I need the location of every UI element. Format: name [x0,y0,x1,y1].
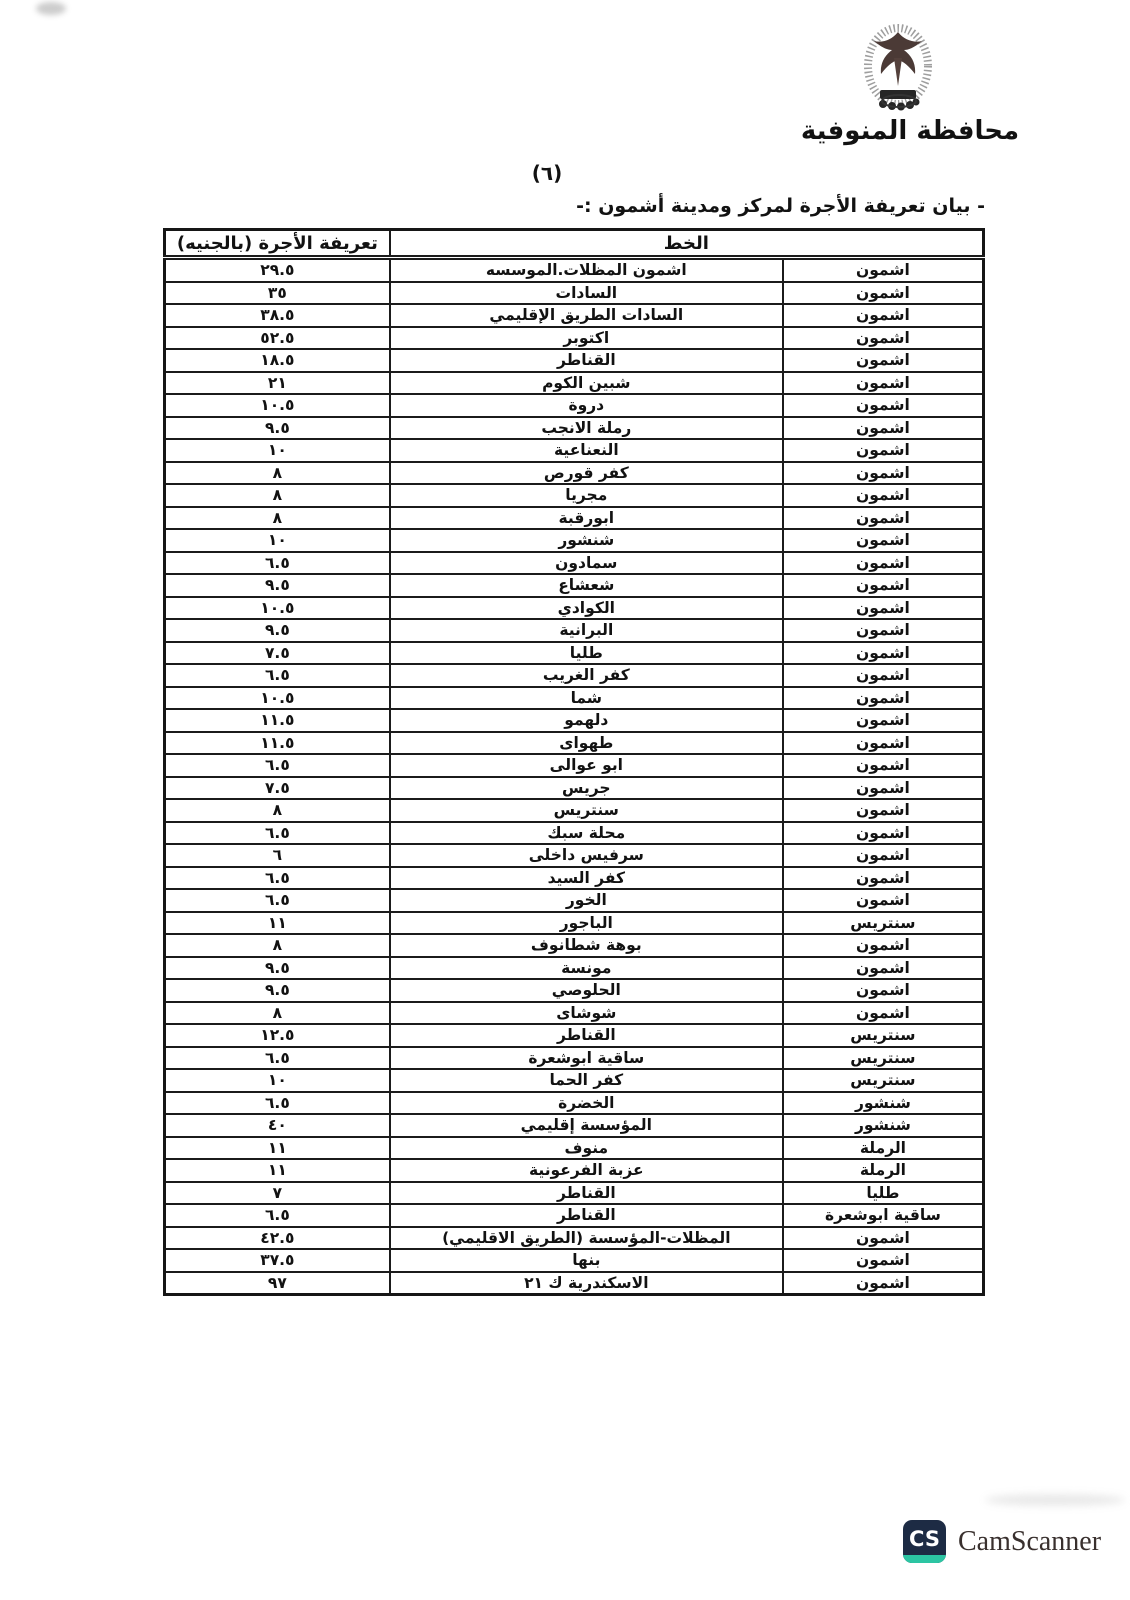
origin-cell: اشمون [783,822,984,845]
route-cell: بوهة شطانوف [390,934,783,957]
table-row [165,394,984,417]
origin-cell: اشمون [783,258,984,282]
table-row [165,1182,984,1205]
table-row [165,1249,984,1272]
table-row [165,462,984,485]
table-row [165,1047,984,1070]
origin-cell: سنتريس [783,1024,984,1047]
fare-cell: ٦.٥ [165,1092,390,1115]
origin-cell: اشمون [783,777,984,800]
route-cell: النعناعية [390,439,783,462]
column-header-fare: تعريفة الأجرة (بالجنيه) [165,230,390,258]
fare-cell: ١٢.٥ [165,1024,390,1047]
route-cell: ساقية ابوشعرة [390,1047,783,1070]
fare-cell: ٦.٥ [165,1204,390,1227]
camscanner-watermark [903,1520,1101,1563]
origin-cell: سنتريس [783,1069,984,1092]
origin-cell: اشمون [783,664,984,687]
table-row [165,1114,984,1137]
origin-cell: اشمون [783,462,984,485]
origin-cell: اشمون [783,732,984,755]
table-row [165,597,984,620]
origin-cell: ساقية ابوشعرة [783,1204,984,1227]
route-cell: المؤسسة إقليمي [390,1114,783,1137]
fare-cell: ١٠ [165,529,390,552]
fare-cell: ٨ [165,484,390,507]
origin-cell: اشمون [783,979,984,1002]
table-row [165,552,984,575]
fare-cell: ١١.٥ [165,732,390,755]
route-cell: القناطر [390,1204,783,1227]
origin-cell: اشمون [783,687,984,710]
fare-cell: ٦.٥ [165,754,390,777]
fare-table-body [165,258,984,1295]
eagle-icon [856,20,940,120]
fare-cell: ٦.٥ [165,664,390,687]
route-cell: الباجور [390,912,783,935]
route-cell: مجريا [390,484,783,507]
fare-cell: ٣٧.٥ [165,1249,390,1272]
origin-cell: سنتريس [783,1047,984,1070]
table-row [165,844,984,867]
table-row [165,372,984,395]
route-cell: ابو عوالى [390,754,783,777]
route-cell: الخضرة [390,1092,783,1115]
origin-cell: شنشور [783,1092,984,1115]
fare-cell: ٦.٥ [165,552,390,575]
fare-cell: ١١.٥ [165,709,390,732]
route-cell: دروة [390,394,783,417]
route-cell: الخور [390,889,783,912]
route-cell: طهواى [390,732,783,755]
fare-cell: ١٠ [165,1069,390,1092]
table-row [165,777,984,800]
route-cell: الكوادي [390,597,783,620]
page-number: (٦) [531,161,563,185]
table-row [165,889,984,912]
origin-cell: سنتريس [783,912,984,935]
table-row [165,687,984,710]
origin-cell: اشمون [783,1227,984,1250]
table-row [165,258,984,282]
fare-cell: ٩.٥ [165,979,390,1002]
fare-cell: ٣٥ [165,282,390,305]
origin-cell: اشمون [783,529,984,552]
fare-cell: ٩.٥ [165,417,390,440]
scan-smudge-bottom [985,1494,1125,1506]
origin-cell: اشمون [783,1002,984,1025]
origin-cell: الرملة [783,1159,984,1182]
camscanner-icon-accent [903,1555,946,1563]
origin-cell: اشمون [783,349,984,372]
fare-cell: ٨ [165,507,390,530]
table-row [165,1137,984,1160]
route-cell: منوف [390,1137,783,1160]
origin-cell: اشمون [783,799,984,822]
origin-cell: اشمون [783,934,984,957]
fare-cell: ٩.٥ [165,619,390,642]
fare-cell: ٤٢.٥ [165,1227,390,1250]
route-cell: شعشاع [390,574,783,597]
fare-cell: ٩.٥ [165,574,390,597]
route-cell: اكتوبر [390,327,783,350]
table-row [165,327,984,350]
route-cell: عزبة الفرعونية [390,1159,783,1182]
table-row [165,732,984,755]
fare-cell: ٤٠ [165,1114,390,1137]
fare-cell: ٧.٥ [165,642,390,665]
fare-cell: ٧.٥ [165,777,390,800]
document-title: - بيان تعريفة الأجرة لمركز ومدينة أشمون :- [576,195,985,217]
origin-cell: اشمون [783,597,984,620]
fare-cell: ٨ [165,462,390,485]
route-cell: بنها [390,1249,783,1272]
header-row [165,230,984,258]
scan-smudge-top [36,2,66,15]
route-cell: شوشاى [390,1002,783,1025]
route-cell: سرفيس داخلى [390,844,783,867]
fare-cell: ١٠.٥ [165,394,390,417]
route-cell: اشمون المظلات.الموسسه [390,258,783,282]
origin-cell: اشمون [783,1249,984,1272]
fare-cell: ٦ [165,844,390,867]
fare-cell: ٧ [165,1182,390,1205]
table-row [165,912,984,935]
fare-cell: ١١ [165,912,390,935]
table-row [165,574,984,597]
route-cell: طليا [390,642,783,665]
route-cell: كفر الحما [390,1069,783,1092]
route-cell: مونسة [390,957,783,980]
table-row [165,822,984,845]
table-row [165,1002,984,1025]
route-cell: الاسكندرية ك ٢١ [390,1272,783,1295]
route-cell: كفر السيد [390,867,783,890]
fare-cell: ١٠.٥ [165,597,390,620]
origin-cell: اشمون [783,372,984,395]
route-cell: السادات الطريق الإقليمي [390,304,783,327]
route-cell: دلهمو [390,709,783,732]
fare-cell: ٨ [165,799,390,822]
table-row [165,1227,984,1250]
route-cell: البرانية [390,619,783,642]
fare-cell: ٥٢.٥ [165,327,390,350]
table-row [165,799,984,822]
origin-cell: اشمون [783,484,984,507]
route-cell: كفر قورص [390,462,783,485]
route-cell: كفر الغريب [390,664,783,687]
table-row [165,664,984,687]
route-cell: القناطر [390,1024,783,1047]
route-cell: سمادون [390,552,783,575]
fare-cell: ٦.٥ [165,822,390,845]
table-row [165,1069,984,1092]
table-row [165,1272,984,1295]
table-row [165,282,984,305]
route-cell: المظلات-المؤسسة (الطريق الاقليمي) [390,1227,783,1250]
fare-cell: ٦.٥ [165,889,390,912]
fare-table-header [165,230,984,258]
fare-cell: ١٠.٥ [165,687,390,710]
fare-table [163,228,985,1296]
origin-cell: اشمون [783,327,984,350]
table-row [165,642,984,665]
camscanner-icon-label: CS [909,1527,940,1551]
origin-cell: اشمون [783,552,984,575]
origin-cell: شنشور [783,1114,984,1137]
camscanner-brand-name: CamScanner [958,1525,1102,1557]
route-cell: سنتريس [390,799,783,822]
table-row [165,304,984,327]
table-row [165,1204,984,1227]
origin-cell: اشمون [783,642,984,665]
route-cell: الحلوصي [390,979,783,1002]
origin-cell: اشمون [783,867,984,890]
governorate-emblem [856,20,940,120]
table-row [165,934,984,957]
route-cell: ابورقبة [390,507,783,530]
table-row [165,1024,984,1047]
origin-cell: اشمون [783,304,984,327]
table-row [165,979,984,1002]
fare-cell: ٣٨.٥ [165,304,390,327]
origin-cell: اشمون [783,889,984,912]
fare-cell: ٨ [165,1002,390,1025]
governorate-name: محافظة المنوفية [800,116,1020,146]
table-row [165,709,984,732]
origin-cell: اشمون [783,1272,984,1295]
table-row [165,619,984,642]
fare-cell: ٨ [165,934,390,957]
fare-cell: ٩.٥ [165,957,390,980]
table-row [165,1092,984,1115]
route-cell: شنشور [390,529,783,552]
origin-cell: اشمون [783,619,984,642]
table-row [165,417,984,440]
origin-cell: اشمون [783,417,984,440]
origin-cell: طليا [783,1182,984,1205]
route-cell: القناطر [390,1182,783,1205]
table-row [165,867,984,890]
origin-cell: اشمون [783,754,984,777]
table-row [165,754,984,777]
origin-cell: اشمون [783,282,984,305]
column-header-line: الخط [390,230,984,258]
table-row [165,349,984,372]
fare-cell: ٢١ [165,372,390,395]
table-row [165,1159,984,1182]
origin-cell: اشمون [783,957,984,980]
route-cell: رملة الانجب [390,417,783,440]
fare-cell: ٦.٥ [165,867,390,890]
route-cell: شبين الكوم [390,372,783,395]
origin-cell: الرملة [783,1137,984,1160]
origin-cell: اشمون [783,507,984,530]
fare-cell: ٦.٥ [165,1047,390,1070]
fare-cell: ١١ [165,1159,390,1182]
origin-cell: اشمون [783,439,984,462]
route-cell: شما [390,687,783,710]
fare-cell: ١٨.٥ [165,349,390,372]
fare-cell: ٢٩.٥ [165,258,390,282]
origin-cell: اشمون [783,394,984,417]
route-cell: القناطر [390,349,783,372]
fare-cell: ٩٧ [165,1272,390,1295]
camscanner-icon [903,1520,946,1563]
table-row [165,507,984,530]
origin-cell: اشمون [783,709,984,732]
table-row [165,484,984,507]
fare-cell: ١٠ [165,439,390,462]
table-row [165,529,984,552]
route-cell: السادات [390,282,783,305]
route-cell: جريس [390,777,783,800]
table-row [165,439,984,462]
route-cell: محلة سبك [390,822,783,845]
table-row [165,957,984,980]
origin-cell: اشمون [783,844,984,867]
fare-cell: ١١ [165,1137,390,1160]
origin-cell: اشمون [783,574,984,597]
